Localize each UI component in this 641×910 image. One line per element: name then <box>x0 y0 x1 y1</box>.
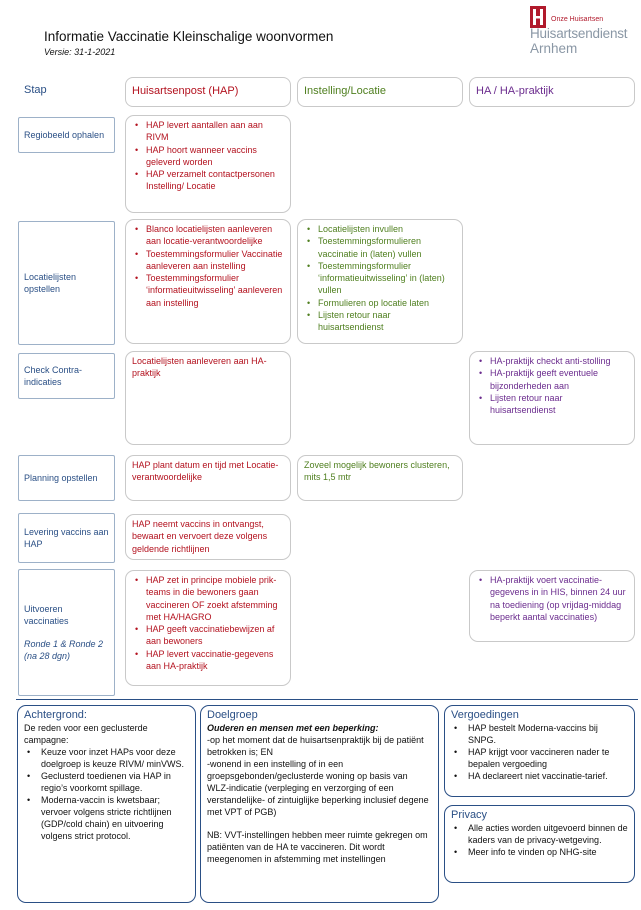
step-label-uitvoeren-title: Uitvoeren vaccinaties <box>24 603 69 626</box>
list-item: • HAP hoort wanneer vaccins geleverd worden <box>132 144 284 169</box>
list-item: • Geclusterd toedienen via HAP in regio’s voorkomt spillage. <box>24 770 189 794</box>
list-item: • Keuze voor inzet HAPs voor deze doelgroep is keuze RIVM/ minVWS. <box>24 746 189 770</box>
list-item: • HAP krijgt voor vaccineren nader te bepalen vergoeding <box>451 746 628 770</box>
vergoedingen-title: Vergoedingen <box>451 709 519 721</box>
hap-cell-contra-indicaties: Locatielijsten aanleveren aan HA-praktijk <box>125 351 291 445</box>
list-item: • Lijsten retour naar huisartsendienst <box>304 309 456 334</box>
list-item: • Toestemmingsformulieren vaccinatie in (laten) vullen <box>304 235 456 260</box>
list-item: • Formulieren op locatie laten <box>304 297 456 309</box>
list-item: • Alle acties worden uitgevoerd binnen de kaders van de privacy-wetgeving. <box>451 822 628 846</box>
page-title: Informatie Vaccinatie Kleinschalige woonvormen <box>44 29 334 44</box>
step-label-contra-indicaties: Check Contra-indicaties <box>18 353 115 399</box>
list-item: • HA declareert niet vaccinatie-tarief. <box>451 770 628 782</box>
column-header-stap: Stap <box>24 84 47 96</box>
logo-mark-icon <box>530 6 546 28</box>
hap-cell-planning: HAP plant datum en tijd met Locatie-verantwoordelijke <box>125 455 291 501</box>
doelgroep-line: -wonend in een instelling of in een groepsgebonden/geclusterde woning op basis van WLZ-indicatie (verpleging en verzorging of een verstandelijke- of zintuiglijke beperking inclusief degene met VPT of PGB) <box>207 759 429 817</box>
list-item: • HAP bestelt Moderna-vaccins bij SNPG. <box>451 722 628 746</box>
instelling-cell-planning: Zoveel mogelijk bewoners clusteren, mits 1,5 mtr <box>297 455 463 501</box>
doelgroep-box <box>200 705 439 903</box>
list-item: • HAP zet in principe mobiele prik-teams in die bewoners gaan vaccineren OF zoekt afstemming met HA/HAGRO <box>132 574 284 623</box>
list-item: • HAP levert vaccinatie-gegevens aan HA-praktijk <box>132 648 284 673</box>
step-label-uitvoeren <box>18 569 115 696</box>
instelling-cell-locatielijsten <box>297 219 463 344</box>
logo-name-line2: Arnhem <box>530 41 578 56</box>
achtergrond-title: Achtergrond: <box>24 709 87 721</box>
doelgroep-title: Doelgroep <box>207 709 258 721</box>
version-date: Versie: 31-1-2021 <box>44 47 116 57</box>
list-item: • Blanco locatielijsten aanleveren aan locatie-verantwoordelijke <box>132 223 284 248</box>
list-item: • HA-praktijk geeft eventuele bijzonderheden aan <box>476 367 628 392</box>
hap-cell-uitvoeren <box>125 570 291 686</box>
list-item: • HAP geeft vaccinatiebewijzen af aan bewoners <box>132 623 284 648</box>
list-item: • Lijsten retour naar huisartsendienst <box>476 392 628 417</box>
list-item: • Locatielijsten invullen <box>304 223 456 235</box>
hap-cell-regiobeeld <box>125 115 291 213</box>
logo-tagline: Onze Huisartsen <box>551 16 604 23</box>
list-item: • HA-praktijk voert vaccinatie-gegevens in in HIS, binnen 24 uur na toediening (op vrijdag-middag beperkt aantal vaccinaties) <box>476 574 628 623</box>
privacy-title: Privacy <box>451 809 488 821</box>
step-label-levering: Levering vaccins aan HAP <box>18 513 115 563</box>
privacy-box <box>444 805 635 883</box>
step-label-regiobeeld: Regiobeeld ophalen <box>18 117 115 153</box>
list-item: • HA-praktijk checkt anti-stolling <box>476 355 628 367</box>
step-sublabel-ronde: Ronde 1 & Ronde 2 (na 28 dgn) <box>24 638 104 661</box>
column-header-instelling: Instelling/Locatie <box>297 77 463 107</box>
doelgroep-line: -op het moment dat de huisartsenpraktijk bij de patiënt betrokken is; EN <box>207 735 424 757</box>
logo-name-line1: Huisartsendienst <box>530 26 628 41</box>
hap-cell-levering: HAP neemt vaccins in ontvangst, bewaart en vervoert deze volgens geldende richtlijnen <box>125 514 291 560</box>
doelgroep-subtitle: Ouderen en mensen met een beperking: <box>207 723 379 733</box>
achtergrond-intro: De reden voor een geclusterde campagne: <box>24 723 148 745</box>
logo <box>530 6 640 62</box>
column-header-ha: HA / HA-praktijk <box>469 77 635 107</box>
ha-cell-contra-indicaties <box>469 351 635 445</box>
vergoedingen-box <box>444 705 635 797</box>
step-label-planning: Planning opstellen <box>18 455 115 501</box>
doelgroep-note: NB: VVT-instellingen hebben meer ruimte gekregen om patiënten van de HA te vaccineren. Dit wordt meegenomen in afstemming met instellingen <box>207 830 428 864</box>
column-header-hap: Huisartsenpost (HAP) <box>125 77 291 107</box>
achtergrond-box <box>17 705 196 903</box>
list-item: • Meer info te vinden op NHG-site <box>451 846 628 858</box>
step-label-locatielijsten: Locatielijsten opstellen <box>18 221 115 345</box>
list-item: • HAP verzamelt contactpersonen Instelling/ Locatie <box>132 168 284 193</box>
list-item: • Moderna-vaccin is kwetsbaar; vervoer volgens stricte richtlijnen (GDP/cold chain) en uitvoering volgens strict protocol. <box>24 794 189 842</box>
ha-cell-uitvoeren <box>469 570 635 642</box>
section-divider <box>16 699 638 700</box>
list-item: • HAP levert aantallen aan aan RIVM <box>132 119 284 144</box>
hap-cell-locatielijsten <box>125 219 291 344</box>
list-item: • Toestemmingsformulier ‘informatieuitwisseling’ in (laten) vullen <box>304 260 456 297</box>
list-item: • Toestemmingsformulier ‘informatieuitwisseling’ aanleveren aan instelling <box>132 272 284 309</box>
list-item: • Toestemmingsformulier Vaccinatie aanleveren aan instelling <box>132 248 284 273</box>
